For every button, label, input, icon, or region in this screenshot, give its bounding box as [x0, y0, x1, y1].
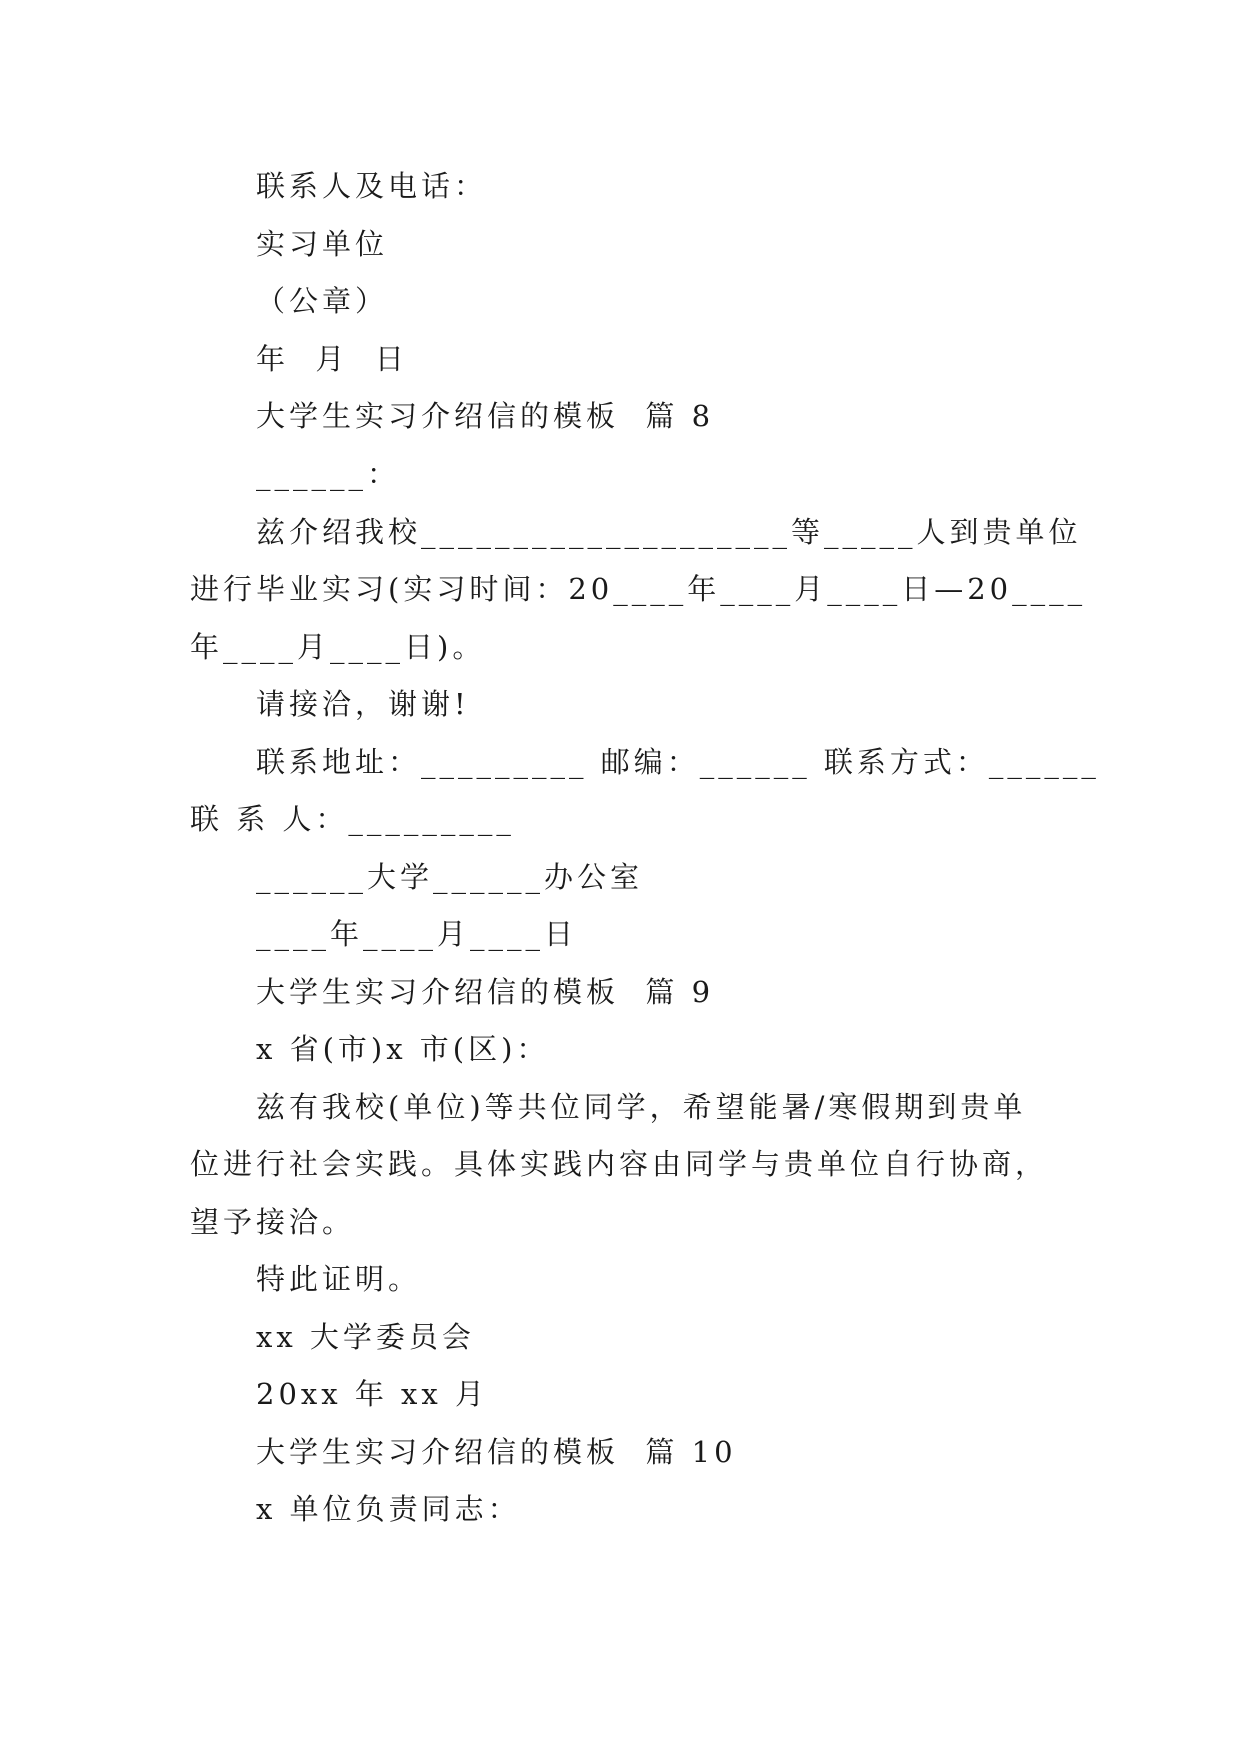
section-heading-8: 大学生实习介绍信的模板 篇 8 [256, 399, 715, 433]
university-office: ______大学______办公室 [256, 860, 644, 894]
official-seal: （公章） [256, 284, 389, 318]
body-paragraph-line: 兹有我校(单位)等共位同学，希望能暑/寒假期到贵单 [256, 1090, 1027, 1124]
certification-line: 特此证明。 [256, 1262, 422, 1296]
body-paragraph-line: 位进行社会实践。具体实践内容由同学与贵单位自行协商， [190, 1147, 1049, 1181]
body-paragraph-line: 进行毕业实习(实习时间：20____年____月____日—20____ [190, 572, 1087, 606]
contact-person-phone: 联系人及电话： [256, 169, 488, 203]
body-paragraph-line: 年____月____日)。 [190, 630, 486, 664]
body-paragraph-line: 望予接洽。 [190, 1205, 356, 1239]
contact-info-line: 联系地址：_________ 邮编：______ 联系方式：______ [256, 745, 1100, 779]
section-heading-9: 大学生实习介绍信的模板 篇 9 [256, 975, 715, 1009]
section-heading-10: 大学生实习介绍信的模板 篇 10 [256, 1435, 737, 1469]
date-line: 年 月 日 [256, 342, 408, 376]
issuer-line: xx 大学委员会 [256, 1320, 475, 1354]
please-receive: 请接洽，谢谢! [256, 687, 470, 721]
body-paragraph-line: 兹介绍我校____________________等_____人到贵单位 [256, 515, 1082, 549]
addressee-line: x 单位负责同志： [256, 1492, 521, 1526]
internship-unit: 实习单位 [256, 227, 389, 261]
contact-person-line: 联 系 人：_________ [190, 802, 515, 836]
addressee-line: x 省(市)x 市(区)： [256, 1032, 550, 1066]
issue-date-line: 20xx 年 xx 月 [256, 1377, 488, 1411]
salutation-blank: ______： [256, 457, 401, 491]
date-blank-line: ____年____月____日 [256, 917, 578, 951]
